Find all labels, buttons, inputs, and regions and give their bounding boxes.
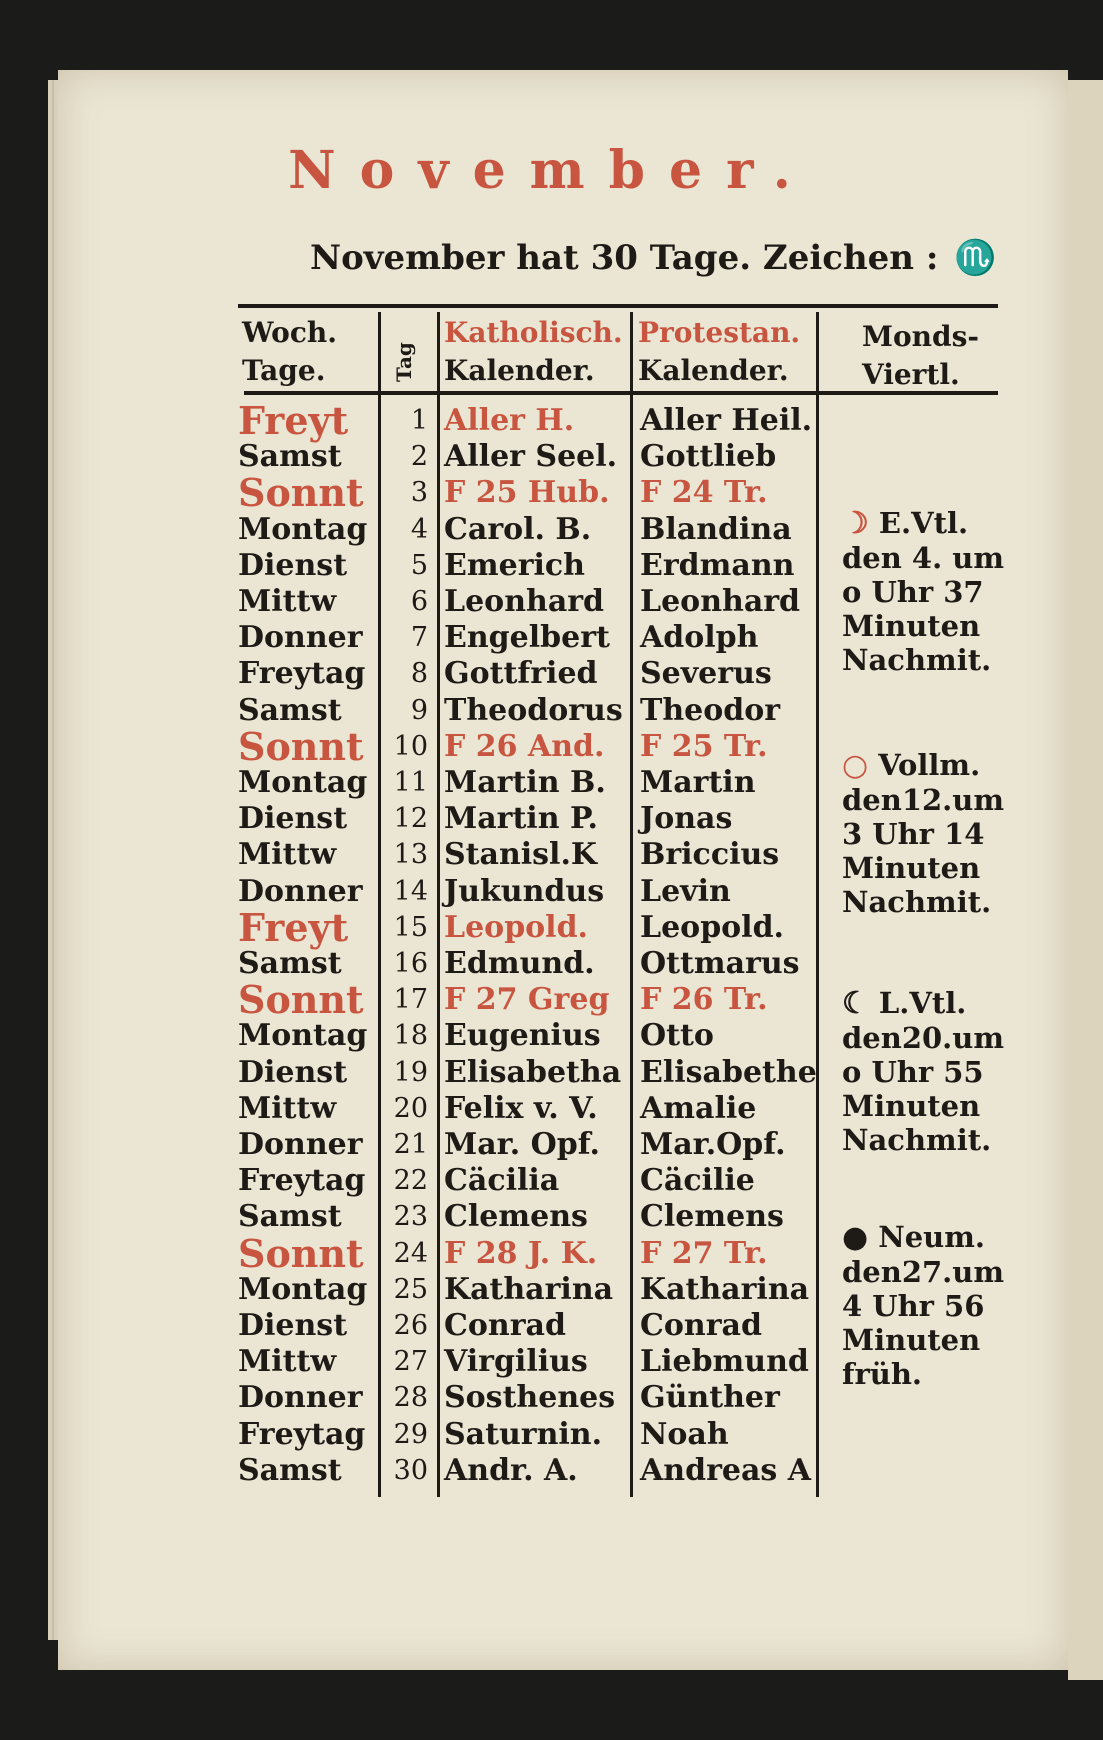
catholic-cell: Mar. Opf.: [444, 1127, 600, 1162]
date-cell: 22: [393, 1165, 428, 1197]
date-cell: 2: [410, 441, 428, 473]
moon-phase-name: Vollm.: [878, 748, 981, 782]
header-moon-line1: Monds-: [862, 320, 979, 353]
catholic-cell: Martin P.: [444, 801, 598, 837]
weekday-cell: Mittw: [238, 837, 337, 873]
table-row: [0, 1418, 1103, 1452]
page-title: November.: [288, 140, 815, 201]
weekday-cell: Mittw: [238, 584, 337, 619]
catholic-cell: Jukundus: [444, 873, 605, 909]
catholic-cell: Saturnin.: [444, 1416, 603, 1452]
weekday-cell: Montag: [238, 765, 368, 800]
moon-phase-line: Nachmit.: [842, 885, 992, 919]
header-protestant-line1: Protestan.: [638, 316, 801, 349]
date-cell: 20: [393, 1092, 428, 1124]
catholic-cell: Virgilius: [444, 1344, 588, 1380]
date-cell: 12: [393, 803, 428, 835]
date-cell: 25: [393, 1273, 428, 1305]
catholic-cell: Engelbert: [444, 620, 610, 656]
header-moon: [862, 318, 979, 394]
catholic-cell: F 26 And.: [444, 728, 605, 764]
protestant-cell: Noah: [640, 1416, 729, 1452]
moon-phase-line: den12.um: [842, 783, 1005, 817]
weekday-cell: Dienst: [238, 1308, 348, 1343]
weekday-cell: Sonnt: [238, 1230, 364, 1276]
weekday-cell: Freyt: [238, 398, 349, 443]
weekday-cell: Samst: [238, 1199, 342, 1235]
protestant-cell: Ottmarus: [640, 946, 800, 981]
date-cell: 5: [410, 549, 428, 581]
protestant-cell: Briccius: [640, 837, 780, 873]
scorpio-icon: ♏: [954, 238, 997, 278]
protestant-cell: Mar.Opf.: [640, 1127, 786, 1162]
moon-phase-name: L.Vtl.: [878, 986, 967, 1020]
date-cell: 13: [393, 839, 428, 871]
date-cell: 16: [393, 948, 428, 979]
moon-phase-line: Minuten: [842, 1089, 981, 1123]
catholic-cell: Andr. A.: [444, 1452, 578, 1488]
date-cell: 10: [393, 730, 428, 762]
date-cell: 28: [393, 1382, 428, 1414]
date-cell: 4: [410, 513, 428, 545]
protestant-cell: Aller Heil.: [640, 403, 813, 438]
protestant-cell: Erdmann: [640, 547, 795, 583]
header-catholic-line2: Kalender.: [444, 354, 595, 387]
catholic-cell: Theodorus: [444, 692, 623, 728]
weekday-cell: Donner: [238, 873, 363, 909]
table-row: [0, 1164, 1103, 1198]
table-row: [0, 1454, 1103, 1488]
catholic-cell: Carol. B.: [444, 511, 592, 547]
moon-phase-entry: [842, 1220, 1012, 1391]
protestant-cell: Liebmund: [640, 1344, 809, 1380]
date-cell: 9: [410, 694, 428, 726]
table-row: [0, 694, 1103, 728]
moon-phase-line: Minuten: [842, 851, 981, 885]
catholic-cell: Aller Seel.: [444, 439, 618, 475]
protestant-cell: Severus: [640, 656, 772, 692]
date-cell: 24: [393, 1237, 428, 1269]
weekday-cell: Donner: [238, 1127, 363, 1162]
moon-phase-line: 3 Uhr 14: [842, 817, 985, 851]
catholic-cell: Eugenius: [444, 1018, 601, 1054]
date-cell: 23: [393, 1201, 428, 1233]
protestant-cell: Amalie: [640, 1090, 757, 1126]
moon-phase-line: den20.um: [842, 1021, 1005, 1055]
protestant-cell: Jonas: [640, 801, 733, 837]
moon-phase-line: den27.um: [842, 1255, 1005, 1289]
table-row: [0, 947, 1103, 981]
catholic-cell: Emerich: [444, 547, 585, 583]
moon-phase-name: E.Vtl.: [878, 506, 969, 540]
catholic-cell: F 28 J. K.: [444, 1235, 598, 1271]
date-cell: 14: [393, 875, 428, 907]
weekday-cell: Freyt: [238, 904, 349, 950]
weekday-cell: Samst: [238, 692, 342, 728]
catholic-cell: Gottfried: [444, 656, 598, 692]
weekday-cell: Donner: [238, 1380, 363, 1416]
weekday-cell: Sonnt: [238, 723, 364, 769]
moon-phase-icon: ☽: [842, 506, 869, 541]
moon-phase-line: [842, 986, 1012, 1021]
date-cell: 29: [393, 1418, 428, 1450]
date-cell: 3: [410, 477, 428, 509]
header-moon-line2: Viertl.: [862, 358, 960, 391]
date-cell: 1: [410, 405, 428, 436]
table-top-rule: [238, 304, 998, 308]
moon-phase-line: den 4. um: [842, 541, 1005, 575]
catholic-cell: Leopold.: [444, 909, 588, 945]
header-catholic: [444, 314, 623, 390]
weekday-cell: Freytag: [238, 1416, 366, 1452]
protestant-cell: Leonhard: [640, 584, 801, 619]
moon-phase-line: 4 Uhr 56: [842, 1289, 985, 1323]
header-catholic-line1: Katholisch.: [444, 316, 623, 349]
protestant-cell: Elisabethe: [640, 1054, 817, 1090]
protestant-cell: Clemens: [640, 1199, 784, 1235]
weekday-cell: Samst: [238, 1452, 342, 1488]
catholic-cell: F 25 Hub.: [444, 475, 610, 511]
catholic-cell: F 27 Greg: [444, 982, 610, 1018]
header-protestant-line2: Kalender.: [638, 354, 789, 387]
moon-phase-entry: [842, 748, 1012, 919]
protestant-cell: Otto: [640, 1018, 714, 1054]
catholic-cell: Leonhard: [444, 584, 605, 619]
weekday-cell: Dienst: [238, 547, 348, 583]
protestant-cell: Martin: [640, 765, 756, 800]
date-cell: 30: [393, 1454, 428, 1486]
header-week-days-line1: Woch.: [242, 316, 337, 349]
moon-phase-icon: ☾: [842, 986, 869, 1021]
protestant-cell: Blandina: [640, 511, 792, 547]
protestant-cell: Levin: [640, 873, 731, 909]
protestant-cell: F 26 Tr.: [640, 982, 768, 1018]
protestant-cell: Adolph: [640, 620, 759, 656]
date-cell: 7: [410, 622, 428, 654]
protestant-cell: Cäcilie: [640, 1163, 755, 1199]
protestant-cell: F 27 Tr.: [640, 1235, 768, 1271]
subtitle-text: November hat 30 Tage. Zeichen :: [310, 238, 939, 278]
moon-phase-line: [842, 748, 1012, 783]
weekday-cell: Freytag: [238, 656, 366, 692]
header-protestant: [638, 314, 800, 390]
moon-phase-entry: [842, 506, 1012, 677]
date-cell: 17: [393, 984, 428, 1016]
protestant-cell: Conrad: [640, 1308, 762, 1343]
moon-phase-name: Neum.: [878, 1220, 986, 1254]
weekday-cell: Mittw: [238, 1090, 337, 1126]
moon-phase-line: Nachmit.: [842, 643, 992, 677]
date-cell: 27: [393, 1346, 428, 1378]
weekday-cell: Montag: [238, 1271, 368, 1307]
protestant-cell: Günther: [640, 1380, 780, 1416]
date-cell: 11: [393, 767, 428, 798]
date-cell: 26: [393, 1310, 428, 1341]
table-row: [0, 398, 1103, 443]
table-row: [0, 440, 1103, 474]
date-cell: 18: [393, 1020, 428, 1052]
catholic-cell: Elisabetha: [444, 1054, 622, 1090]
month-subtitle: [310, 238, 997, 278]
moon-phase-line: o Uhr 37: [842, 575, 984, 609]
weekday-cell: Sonnt: [238, 470, 364, 516]
moon-phase-line: Minuten: [842, 609, 981, 643]
moon-phase-line: [842, 506, 1012, 541]
catholic-cell: Edmund.: [444, 946, 595, 981]
moon-phase-line: [842, 1220, 1012, 1255]
moon-phase-line: früh.: [842, 1357, 923, 1391]
header-date: Tag: [392, 342, 416, 382]
moon-phase-line: Nachmit.: [842, 1123, 992, 1157]
header-week-days: [242, 314, 337, 390]
weekday-cell: Samst: [238, 946, 342, 981]
date-cell: 15: [393, 911, 428, 943]
protestant-cell: Leopold.: [640, 909, 784, 945]
protestant-cell: F 24 Tr.: [640, 475, 768, 511]
weekday-cell: Montag: [238, 511, 368, 547]
weekday-cell: Sonnt: [238, 977, 364, 1023]
catholic-cell: Conrad: [444, 1308, 566, 1343]
date-cell: 6: [410, 586, 428, 617]
catholic-cell: Clemens: [444, 1199, 588, 1235]
moon-phase-icon: ●: [842, 1220, 869, 1255]
moon-phase-line: Minuten: [842, 1323, 981, 1357]
protestant-cell: Gottlieb: [640, 439, 777, 475]
date-cell: 8: [410, 658, 428, 690]
catholic-cell: Aller H.: [444, 403, 575, 438]
weekday-cell: Samst: [238, 439, 342, 475]
weekday-cell: Mittw: [238, 1344, 337, 1380]
moon-phase-entry: [842, 986, 1012, 1157]
protestant-cell: Theodor: [640, 692, 781, 728]
catholic-cell: Martin B.: [444, 765, 606, 800]
date-cell: 21: [393, 1129, 428, 1160]
catholic-cell: Katharina: [444, 1271, 614, 1307]
protestant-cell: Andreas A: [640, 1452, 812, 1488]
protestant-cell: F 25 Tr.: [640, 728, 768, 764]
moon-phase-line: o Uhr 55: [842, 1055, 984, 1089]
header-week-days-line2: Tage.: [242, 354, 326, 387]
weekday-cell: Dienst: [238, 801, 348, 837]
protestant-cell: Katharina: [640, 1271, 810, 1307]
catholic-cell: Sosthenes: [444, 1380, 616, 1416]
catholic-cell: Felix v. V.: [444, 1090, 598, 1126]
weekday-cell: Montag: [238, 1018, 368, 1054]
weekday-cell: Dienst: [238, 1054, 348, 1090]
catholic-cell: Cäcilia: [444, 1163, 560, 1199]
weekday-cell: Freytag: [238, 1163, 366, 1199]
moon-phase-icon: ○: [842, 748, 869, 783]
date-cell: 19: [393, 1056, 428, 1088]
catholic-cell: Stanisl.K: [444, 837, 597, 873]
weekday-cell: Donner: [238, 620, 363, 656]
